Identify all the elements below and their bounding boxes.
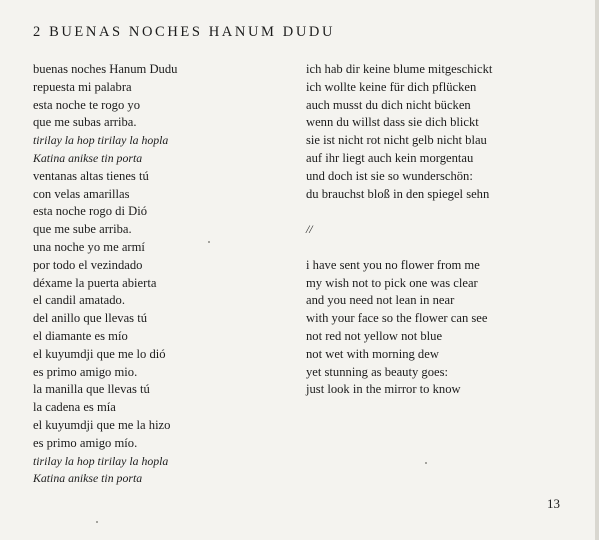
- lyric-line: por todo el vezindado: [33, 257, 143, 272]
- lyric-line: el candil amatado.: [33, 293, 125, 308]
- english-line: with your face so the flower can see: [306, 311, 488, 326]
- lyric-line: esta noche te rogo yo: [33, 97, 141, 112]
- german-line: wenn du willst dass sie dich blickt: [306, 115, 479, 130]
- lyric-line: déxame la puerta abierta: [33, 275, 157, 290]
- lyric-line: buenas noches Hanum Dudu: [33, 62, 178, 76]
- stanza-gap: [306, 203, 586, 221]
- song-title: 2 BUENAS NOCHES HANUM DUDU: [33, 24, 336, 40]
- lyric-line: esta noche rogo di Dió: [33, 204, 148, 219]
- lyric-line: la manilla que llevas tú: [33, 382, 150, 397]
- paper-speck: [208, 241, 210, 243]
- refrain-line: tirilay la hop tirilay la hopla: [33, 133, 169, 148]
- lyric-line: ventanas altas tienes tú: [33, 168, 149, 183]
- page-number: 13: [547, 496, 560, 511]
- page-edge: [595, 0, 599, 540]
- paper-speck: [425, 462, 427, 464]
- english-line: just look in the mirror to know: [306, 382, 461, 397]
- german-line: ich hab dir keine blume mitgeschickt: [306, 62, 493, 76]
- paper-speck: [96, 521, 98, 523]
- lyric-line: el kuyumdji que me lo dió: [33, 346, 166, 361]
- english-line: not red not yellow not blue: [306, 328, 443, 343]
- english-line: i have sent you no flower from me: [306, 257, 480, 272]
- refrain-line: Katina anikse tin porta: [33, 150, 143, 165]
- german-line: und doch ist sie so wunderschön:: [306, 168, 473, 183]
- english-line: not wet with morning dew: [306, 346, 439, 361]
- lyric-line: que me subas arriba.: [33, 115, 137, 130]
- lyric-line: del anillo que llevas tú: [33, 311, 148, 326]
- ladino-lyrics-column: [33, 61, 283, 488]
- refrain-line: Katina anikse tin porta: [33, 471, 143, 486]
- lyric-line: es primo amigo mío.: [33, 435, 138, 450]
- translation-separator: //: [306, 222, 313, 237]
- lyric-line: el diamante es mío: [33, 328, 128, 343]
- english-line: and you need not lean in near: [306, 293, 455, 308]
- lyric-line: con velas amarillas: [33, 186, 130, 201]
- lyric-line: el kuyumdji que me la hizo: [33, 417, 171, 432]
- lyric-line: es primo amigo mio.: [33, 364, 138, 379]
- german-line: du brauchst bloß in den spiegel sehn: [306, 186, 490, 201]
- german-line: auch musst du dich nicht bücken: [306, 97, 471, 112]
- translation-column: [306, 61, 586, 399]
- german-line: ich wollte keine für dich pflücken: [306, 79, 477, 94]
- lyric-line: la cadena es mía: [33, 400, 116, 415]
- lyric-line: que me sube arriba.: [33, 222, 132, 237]
- refrain-line: tirilay la hop tirilay la hopla: [33, 453, 169, 468]
- lyric-line: una noche yo me armí: [33, 239, 145, 254]
- stanza-gap: [306, 239, 586, 257]
- german-line: sie ist nicht rot nicht gelb nicht blau: [306, 133, 487, 148]
- german-line: auf ihr liegt auch kein morgentau: [306, 150, 474, 165]
- english-line: my wish not to pick one was clear: [306, 275, 478, 290]
- english-line: yet stunning as beauty goes:: [306, 364, 449, 379]
- lyric-line: repuesta mi palabra: [33, 79, 132, 94]
